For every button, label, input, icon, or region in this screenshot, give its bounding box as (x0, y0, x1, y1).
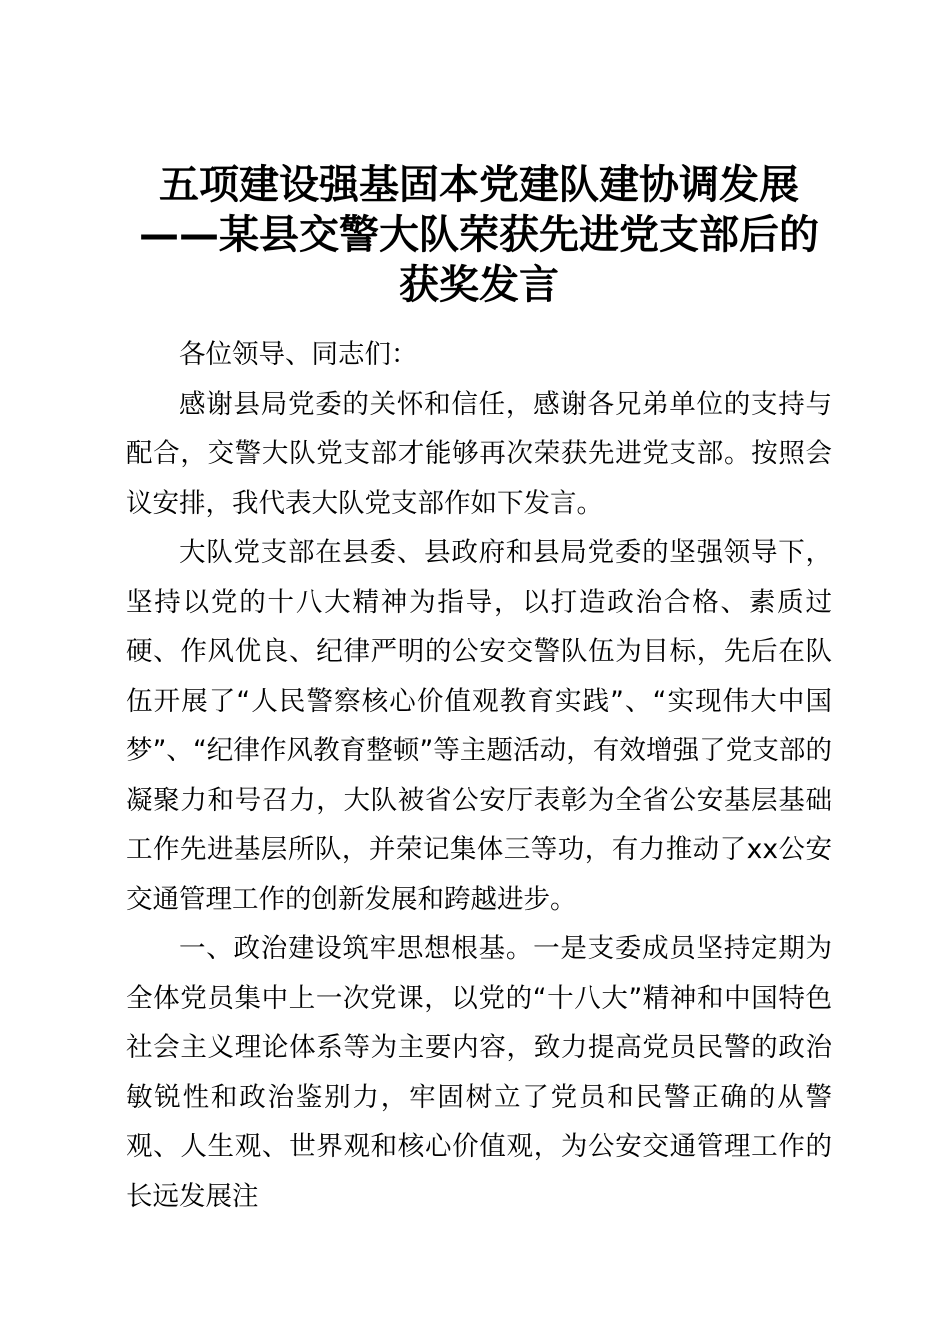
document-body (126, 330, 832, 1221)
paragraph: 感谢县局党委的关怀和信任，感谢各兄弟单位的支持与配合，交警大队党支部才能够再次荣获先进党支部。按照会议安排，我代表大队党支部作如下发言。 (126, 388, 832, 519)
paragraph: 一、政治建设筑牢思想根基。一是支委成员坚持定期为全体党员集中上一次党课，以党的“十八大”精神和中国特色社会主义理论体系等为主要内容，致力提高党员民警的政治敏锐性和政治鉴别力，牢固树立了党员和民警正确的从警观、人生观、世界观和核心价值观，为公安交通管理工作的长远发展注 (126, 933, 832, 1212)
salutation: 各位领导、同志们： (179, 339, 418, 370)
paragraph: 大队党支部在县委、县政府和县局党委的坚强领导下，坚持以党的十八大精神为指导，以打造政治合格、素质过硬、作风优良、纪律严明的公安交警队伍为目标，先后在队伍开展了“人民警察核心价值观教育实践”、“实现伟大中国梦”、“纪律作风教育整顿”等主题活动，有效增强了党支部的凝聚力和号召力，大队被省公安厅表彰为全省公安基层基础工作先进基层所队，并荣记集体三等功，有力推动了xx公安交通管理工作的创新发展和跨越进步。 (126, 537, 832, 915)
document-title: 五项建设强基固本党建队建协调发展——某县交警大队荣获先进党支部后的获奖发言 (139, 162, 819, 308)
